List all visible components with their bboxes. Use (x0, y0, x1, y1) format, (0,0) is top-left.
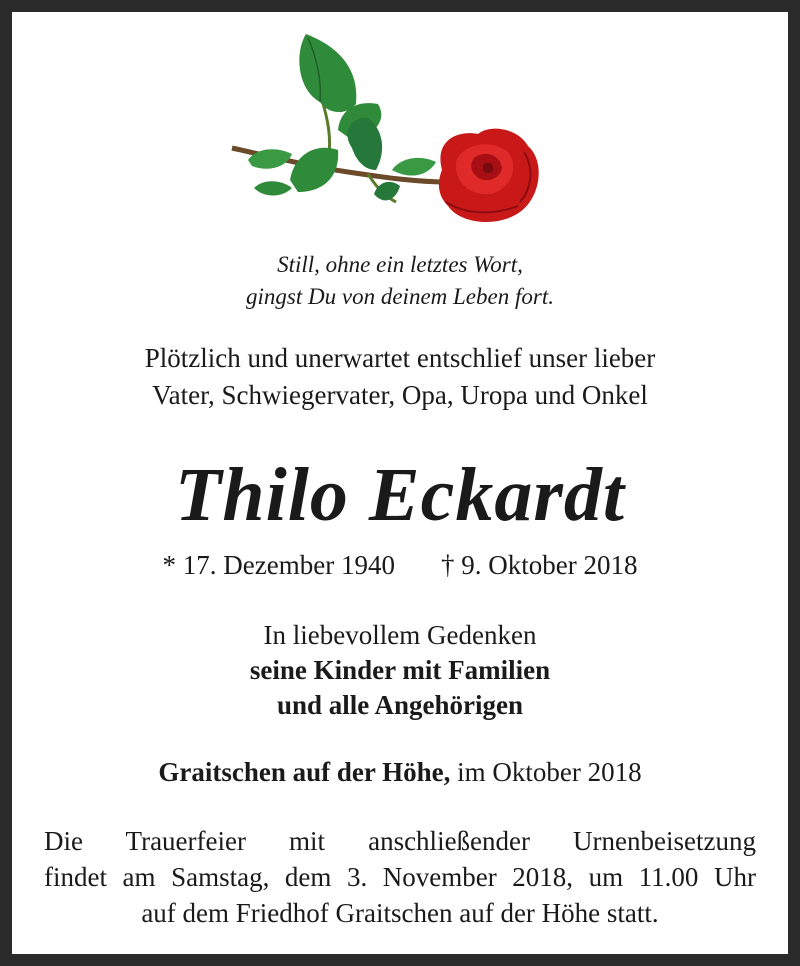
intro-line-1: Plötzlich und unerwartet entschlief unser lieber (144, 343, 656, 373)
life-dates (12, 550, 788, 581)
intro-line-2: Vater, Schwiegervater, Opa, Uropa und Onkel (152, 380, 648, 410)
place-date (12, 757, 788, 788)
deceased-name: Thilo Eckardt (174, 453, 626, 537)
rose-bloom (439, 129, 539, 222)
leaf (254, 181, 292, 195)
leaf (290, 148, 338, 192)
mourners-family: seine Kinder mit Familien (249, 655, 551, 685)
death-date: 9. Oktober 2018 (461, 550, 638, 580)
mourners-intro: In liebevollem Gedenken (263, 620, 537, 650)
leaf (299, 34, 356, 112)
rose-illustration (228, 30, 548, 230)
place: Graitschen auf der Höhe, (158, 757, 451, 787)
verse-line-1: Still, ohne ein letztes Wort, (277, 252, 523, 277)
death-symbol: † (440, 550, 455, 580)
leaf (392, 158, 436, 176)
verse-line-2: gingst Du von deinem Leben fort. (246, 284, 554, 309)
birth-symbol: * (162, 550, 177, 580)
funeral-line-3: auf dem Friedhof Graitschen auf der Höhe statt. (141, 898, 659, 928)
funeral-line-1: Die Trauerfeier mit anschließender Urnenbeisetzung (44, 826, 756, 856)
mourners-relatives: und alle Angehörigen (276, 690, 524, 720)
birth-date: 17. Dezember 1940 (182, 550, 395, 580)
leaf (374, 182, 400, 201)
date: im Oktober 2018 (457, 757, 642, 787)
funeral-line-2: findet am Samstag, dem 3. November 2018, um 11.00 Uhr (44, 862, 756, 892)
